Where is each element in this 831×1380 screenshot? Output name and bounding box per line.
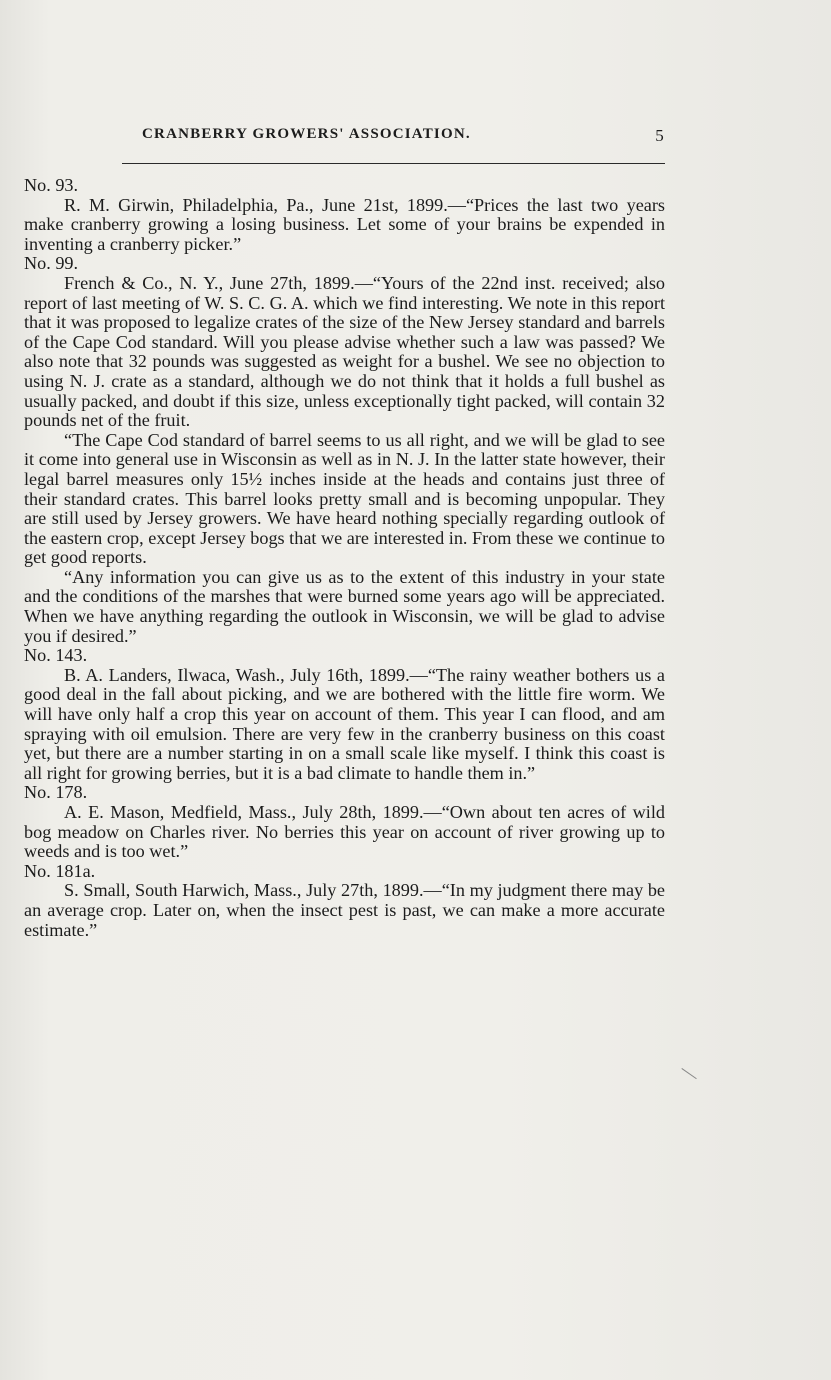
entry-number: No. 181a. [24, 860, 96, 881]
entry-paragraph: B. A. Landers, Ilwaca, Wash., July 16th, 1899.—“The rainy weather bothers us a good deal in the fall about picking, and we are bothered with the little fire worm. We will have only half a crop this year on account of them. This year I can flood, and am spraying with oil emulsion. There are very few in the cranberry business on this coast yet, but there are a number starting in on a small scale like myself. I think this coast is all right for growing berries, but it is a bad climate to handle them in.” [24, 664, 665, 783]
entry-number: No. 93. [24, 175, 79, 195]
entry-99 [24, 254, 665, 646]
page-number: 5 [655, 126, 665, 145]
entry-number: No. 143. [24, 645, 88, 666]
entry-paragraph: French & Co., N. Y., June 27th, 1899.—“Yours of the 22nd inst. received; also report of last meeting of W. S. C. G. A. which we find interesting. We note in this report that it was proposed to legalize crates of the size of the New Jersey standard and barrels of the Cape Cod standard. Will you please advise whether such a law was passed? We also note that 32 pounds was suggested as weight for a bushel. We see no objection to using N. J. crate as a standard, although we do not think that it holds a full bushel as usually packed, and doubt if this size, unless exceptionally tight packed, will contain 32 pounds net of the fruit. [24, 272, 665, 431]
entry-paragraph: “The Cape Cod standard of barrel seems to us all right, and we will be glad to see it come into general use in Wisconsin as well as in N. J. In the latter state however, their legal barrel measures only 15½ inches inside at the heads and contains just three of their standard crates. This barrel looks pretty small and is becoming unpopular. They are still used by Jersey growers. We have heard nothing specially regarding outlook of the eastern crop, except Jersey bogs that we are interested in. From these we continue to get good reports. [24, 429, 665, 568]
margin-pencil-mark [675, 1068, 697, 1089]
letter-excerpts [24, 176, 665, 940]
running-header [120, 126, 665, 150]
entry-number: No. 178. [24, 782, 88, 803]
entry-paragraph: R. M. Girwin, Philadelphia, Pa., June 21st, 1899.—“Prices the last two years make cranberry growing a losing business. Let some of your brains be expended in inventing a cranberry picker.” [24, 194, 665, 254]
entry-paragraph: “Any information you can give us as to the extent of this industry in your state and the conditions of the marshes that were burned some years ago will be appreciated. When we have anything regarding the outlook in Wisconsin, we will be glad to advise you if desired.” [24, 566, 665, 646]
entry-93 [24, 176, 665, 254]
entry-181a [24, 862, 665, 940]
running-title: CRANBERRY GROWERS' ASSOCIATION. [142, 126, 471, 142]
entry-number: No. 99. [24, 253, 79, 274]
header-rule [122, 163, 665, 164]
entry-143 [24, 646, 665, 783]
entry-paragraph: S. Small, South Harwich, Mass., July 27th, 1899.—“In my judgment there may be an average crop. Later on, when the insect pest is past, we can make a more accurate estimate.” [24, 880, 665, 940]
entry-178 [24, 783, 665, 861]
entry-paragraph: A. E. Mason, Medfield, Mass., July 28th, 1899.—“Own about ten acres of wild bog meadow on Charles river. No berries this year on account of river growing up to weeds and is too wet.” [24, 802, 665, 862]
